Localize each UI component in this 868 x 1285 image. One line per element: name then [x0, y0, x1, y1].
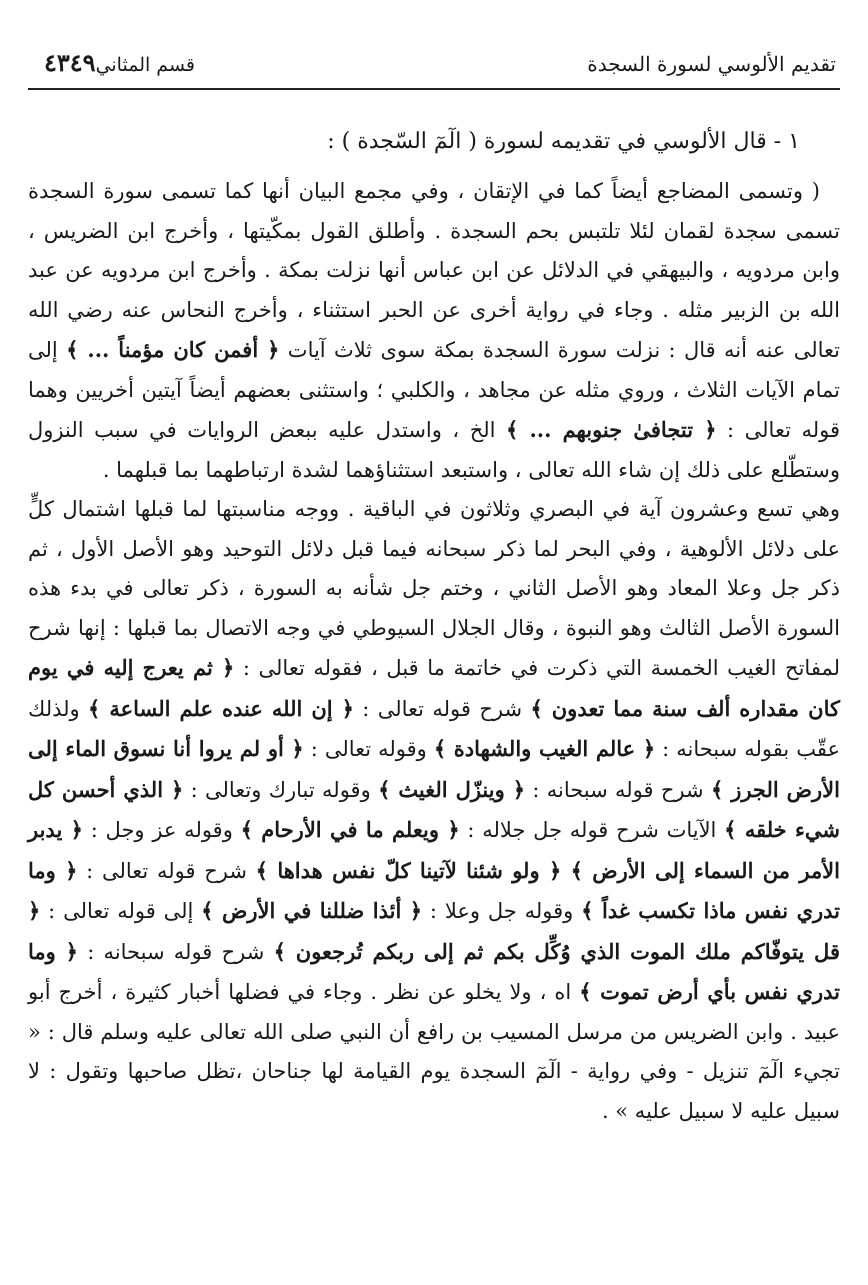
quran-quote: ﴿ عالم الغيب والشهادة ﴾ — [433, 736, 656, 761]
text-run: وقوله تبارك وتعالى : — [183, 777, 379, 802]
quran-quote: ﴿ إن الله عنده علم الساعة ﴾ — [88, 695, 354, 721]
text-run: شرح قوله سبحانه : — [525, 777, 711, 802]
paragraph — [28, 490, 840, 1131]
quran-quote: ﴿ وينزّل الغيث ﴾ — [378, 776, 526, 802]
text-run: وقوله جل وعلا : — [422, 899, 582, 923]
text-run: اه ، ولا يخلو عن نظر . وجاء في فضلها أخبار كثيرة ، أخرج أبو عبيد . وابن الضريس من مرسل المسيب بن رافع أن النبي صلى الله تعالى عليه وسلم قال : « تجيء الٓمٓ تنزيل - وفي رواية - الٓمٓ السجدة يوم القيامة لها جناحان ،تظل صاحبها وتقول : لا سبيل عليه لا سبيل عليه » . — [28, 980, 840, 1123]
text-run: إلى قوله تعالى : — [40, 899, 202, 923]
text-run: ( وتسمى المضاجع أيضاً كما في الإتقان ، وفي مجمع البيان أنها كما تسمى سورة السجدة تسمى سجدة لقمان لئلا تلتبس بحم السجدة . وأطلق القول بمكّيتها ، وأخرج ابن الضريس ، وابن مردويه ، والبيهقي في الدلائل عن ابن عباس أنها نزلت بمكة . وأخرج ابن مردويه عن عبد الله بن الزبير مثله . وجاء في رواية أخرى عن الحبر استثناء ، وأخرج النحاس عنه رضي الله تعالى عنه أنه قال : نزلت سورة السجدة بمكة سوى ثلاث آيات — [28, 179, 841, 362]
text-run: الآيات شرح قوله جل جلاله : — [459, 818, 725, 842]
quran-quote: ﴿ أفمن كان مؤمناً ... ﴾ — [66, 337, 280, 362]
quran-quote: ﴿ يدبر الأمر من السماء إلى الأرض ﴾ ﴿ ولو شئنا لآتينا كلّ نفس هداها ﴾ — [28, 817, 840, 883]
quran-quote: ﴿ أئذا ضللنا في الأرض ﴾ — [201, 898, 423, 923]
text-run: شرح قوله تعالى : — [353, 696, 531, 721]
running-header — [28, 48, 840, 90]
quran-quote: ﴿ تتجافىٰ جنوبهم ... ﴾ — [506, 417, 717, 442]
header-part: قسم المثاني — [95, 54, 195, 76]
text-run: وقوله تعالى : — [303, 737, 434, 761]
text-run: وهي تسع وعشرون آية في البصري وثلاثون في الباقية . ووجه مناسبتها لما قبلها اشتمال كلٍّ على دلائل الألوهية ، وفي البحر لما ذكر سبحانه فيما قبل دلائل التوحيد وهو الأصل الأول ، ثم ذكر جل وعلا المعاد وهو الأصل الثاني ، وختم جل شأنه به السورة ، ذكر تعالى في بدء هذه السورة الأصل الثالث وهو النبوة ، وقال الجلال السيوطي في وجه الاتصال بما قبلها : إنها شرح لمفاتح الغيب الخمسة التي ذكرت في خاتمة ما قبل ، فقوله تعالى : — [28, 497, 840, 680]
text-run: وقوله عز وجل : — [82, 818, 241, 842]
text-run: الخ ، واستدل عليه ببعض الروايات في سبب النزول وستطّلع على ذلك إن شاء الله تعالى ، واستبعد استثناؤهما لشدة ارتباطهما بما قبلهما . — [28, 418, 840, 482]
quran-quote: ﴿ ويعلم ما في الأرحام ﴾ — [240, 817, 460, 842]
quran-quote: ﴿ وما تدري نفس بأي أرض تموت ﴾ — [28, 938, 840, 1004]
quran-quote: ﴿ وما تدري نفس ماذا تكسب غداً ﴾ — [28, 857, 841, 923]
header-title: تقديم الألوسي لسورة السجدة — [587, 52, 836, 76]
quran-quote: ﴿ أو لم يروا أنا نسوق الماء إلى الأرض الجرز ﴾ — [28, 736, 840, 802]
text-run: إلى تمام الآيات الثلاث ، وروي مثله عن مجاهد ، والكلبي ؛ واستثنى بعضهم أيضاً آيتين أخريين وهما قوله تعالى : — [28, 338, 840, 442]
quran-quote: ﴿ ثم يعرج إليه في يوم كان مقداره ألف سنة مما تعدون ﴾ — [28, 655, 841, 721]
text-run: شرح قوله سبحانه : — [77, 939, 274, 964]
text-run: شرح قوله تعالى : — [77, 858, 256, 883]
section-heading: ١ - قال الألوسي في تقديمه لسورة ( الٓمٓ السّجدة ) : — [327, 129, 800, 154]
book-page — [28, 48, 840, 1131]
quran-quote: ﴿ الذي أحسن كل شيء خلقه ﴾ — [28, 776, 840, 842]
paragraph — [28, 172, 840, 490]
quran-quote: ﴿ قل يتوفّاكم ملك الموت الذي وُكِّل بكم ثم إلى ربكم تُرجعون ﴾ — [28, 898, 840, 964]
body-text — [28, 172, 840, 1131]
page-number: ٤٣٤٩ — [44, 48, 96, 77]
text-run: ولذلك عقّب بقوله سبحانه : — [28, 696, 840, 761]
header-left — [32, 48, 195, 77]
